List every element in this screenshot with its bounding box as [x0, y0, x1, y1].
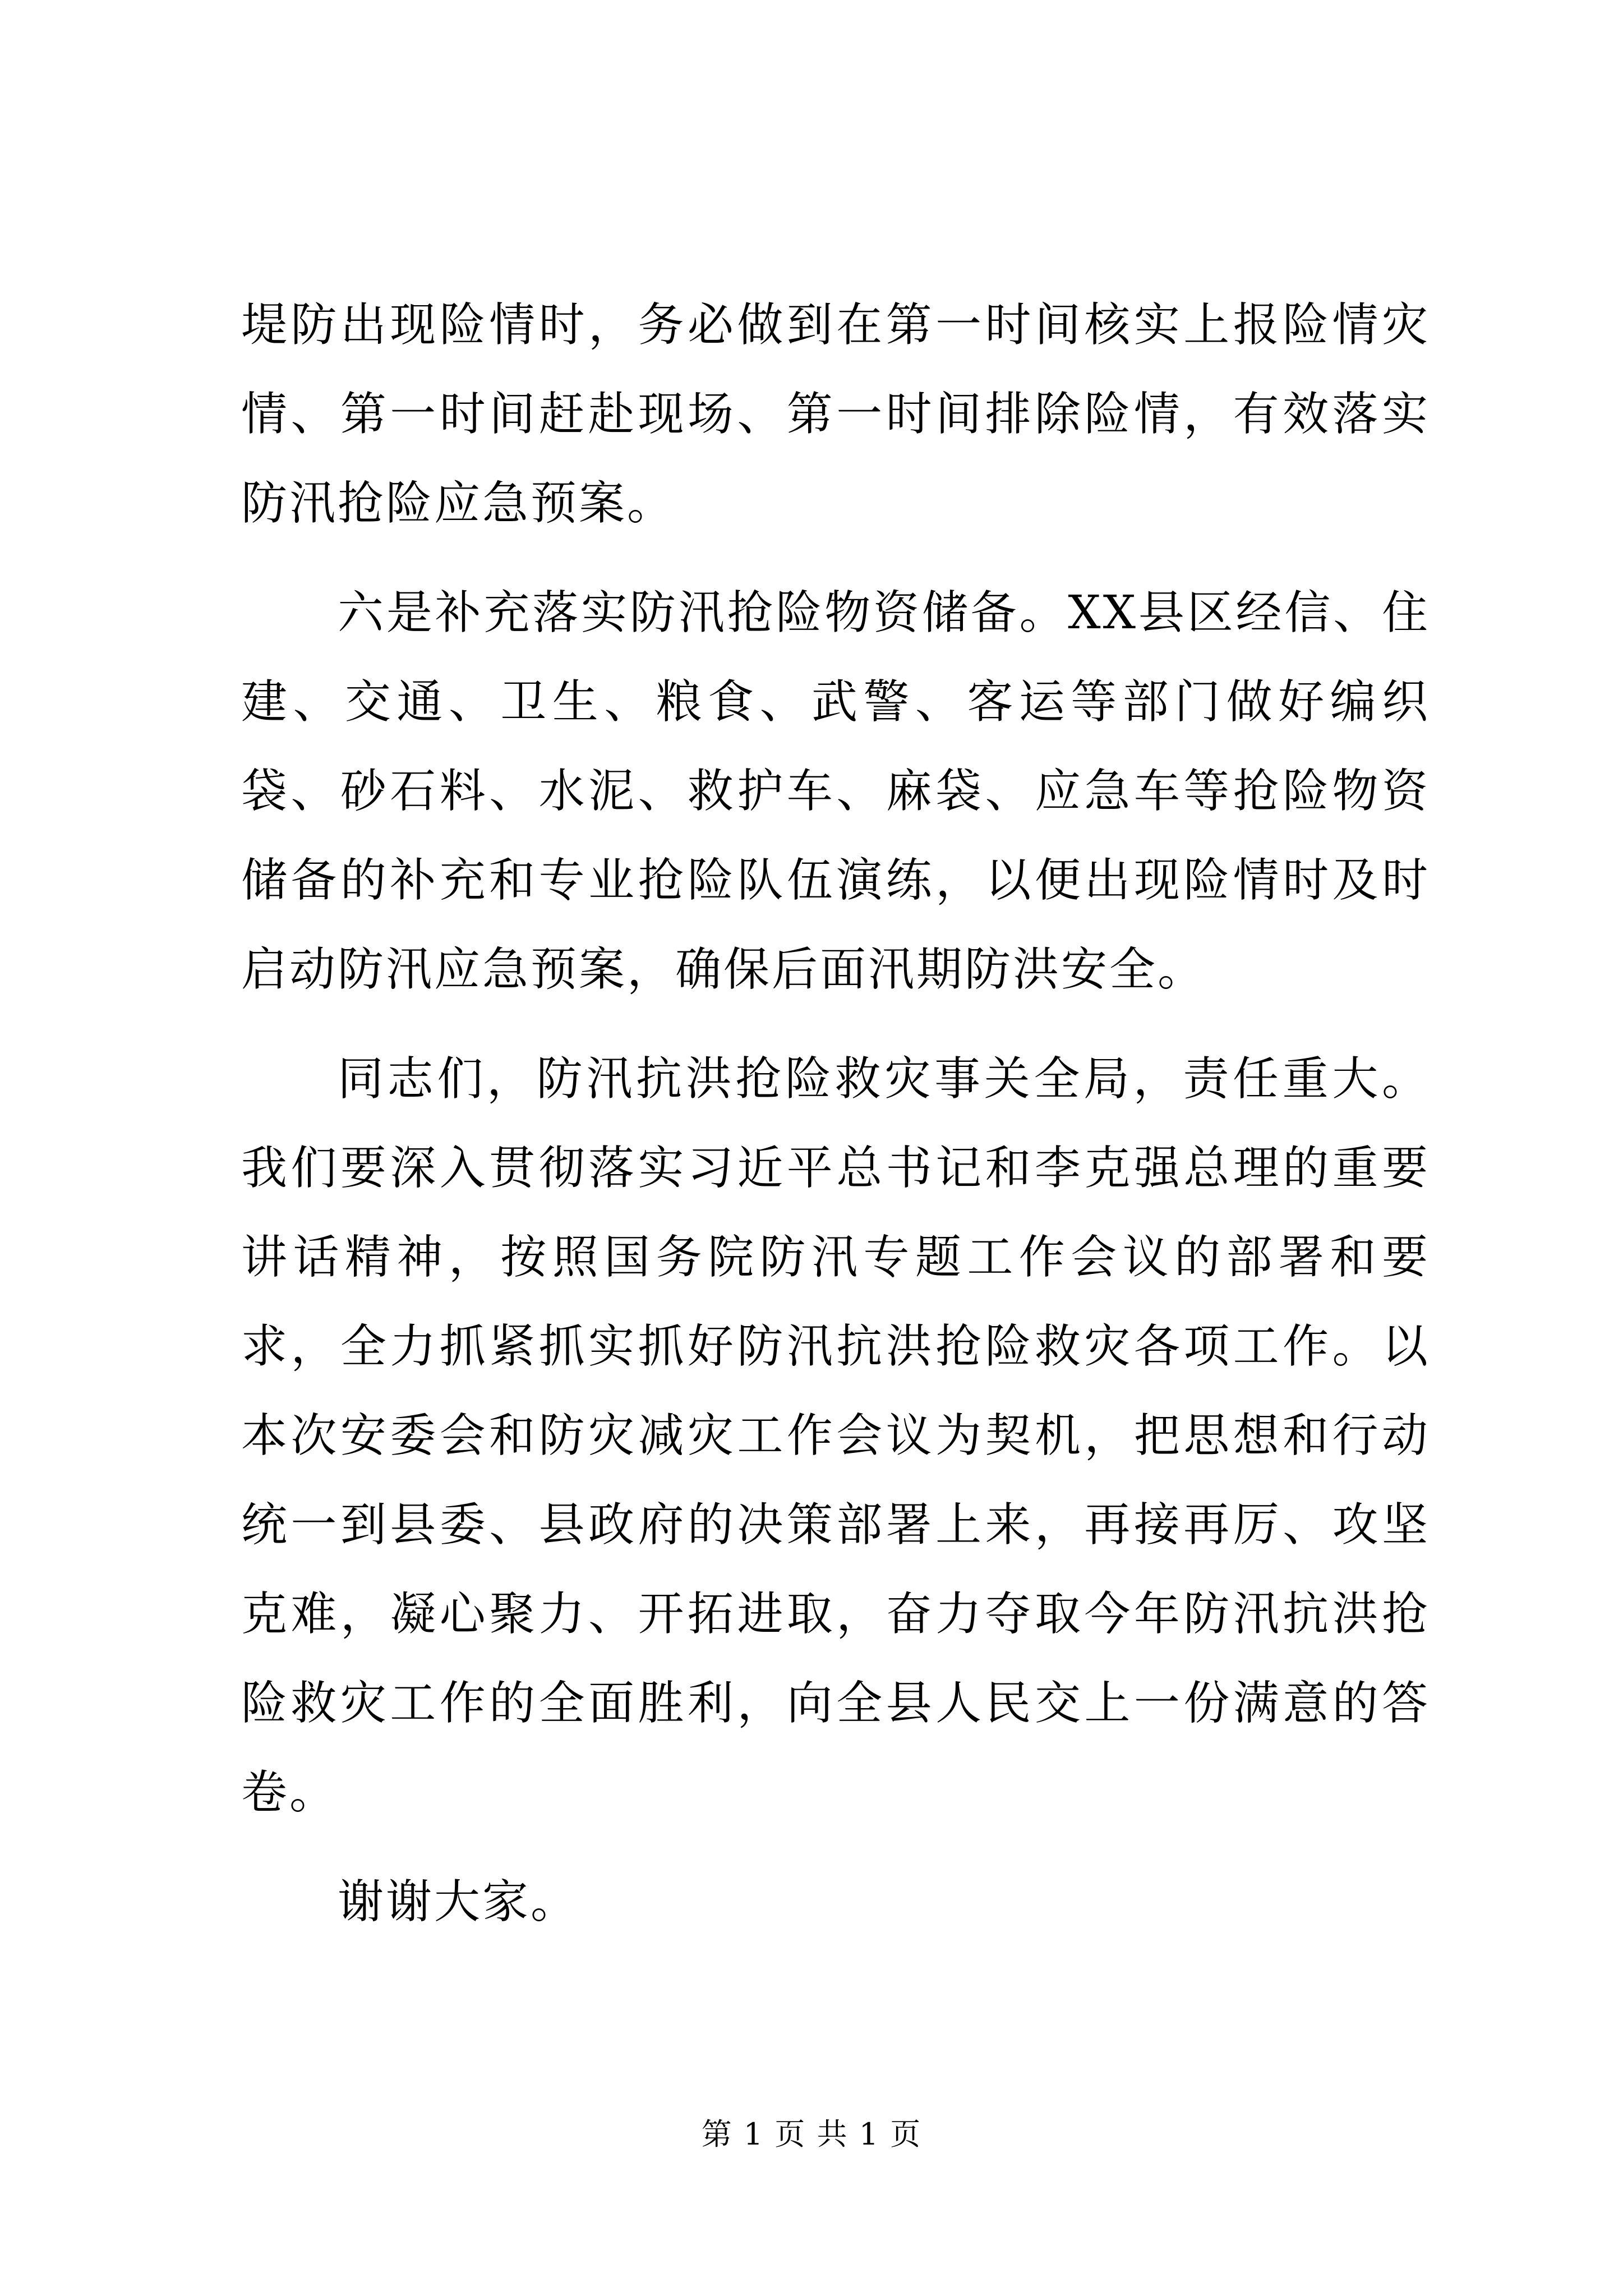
paragraph-thanks: 谢谢大家。 [338, 1875, 579, 1929]
page-number-footer: 第 1 页 共 1 页 [701, 2116, 922, 2152]
paragraph-continuation: 堤防出现险情时，务必做到在第一时间核实上报险情灾情、第一时间赶赴现场、第一时间排除险情，有效落实防汛抢险应急预案。 [241, 298, 1430, 530]
paragraph-closing-remarks: 同志们，防汛抗洪抢险救灾事关全局，责任重大。我们要深入贯彻落实习近平总书记和李克强总理的重要讲话精神，按照国务院防汛专题工作会议的部署和要求，全力抓紧抓实抓好防汛抗洪抢险救灾各项工作。以本次安委会和防灾减灾工作会议为契机，把思想和行动统一到县委、县政府的决策部署上来，再接再厉、攻坚克难，凝心聚力、开拓进取，奋力夺取今年防汛抗洪抢险救灾工作的全面胜利，向全县人民交上一份满意的答卷。 [241, 1052, 1430, 1819]
document-body [241, 280, 1430, 1947]
paragraph-supplies: 六是补充落实防汛抢险物资储备。XX县区经信、住建、交通、卫生、粮食、武警、客运等部门做好编织袋、砂石料、水泥、救护车、麻袋、应急车等抢险物资储备的补充和专业抢险队伍演练，以便出现险情时及时启动防汛应急预案，确保后面汛期防洪安全。 [241, 586, 1430, 996]
